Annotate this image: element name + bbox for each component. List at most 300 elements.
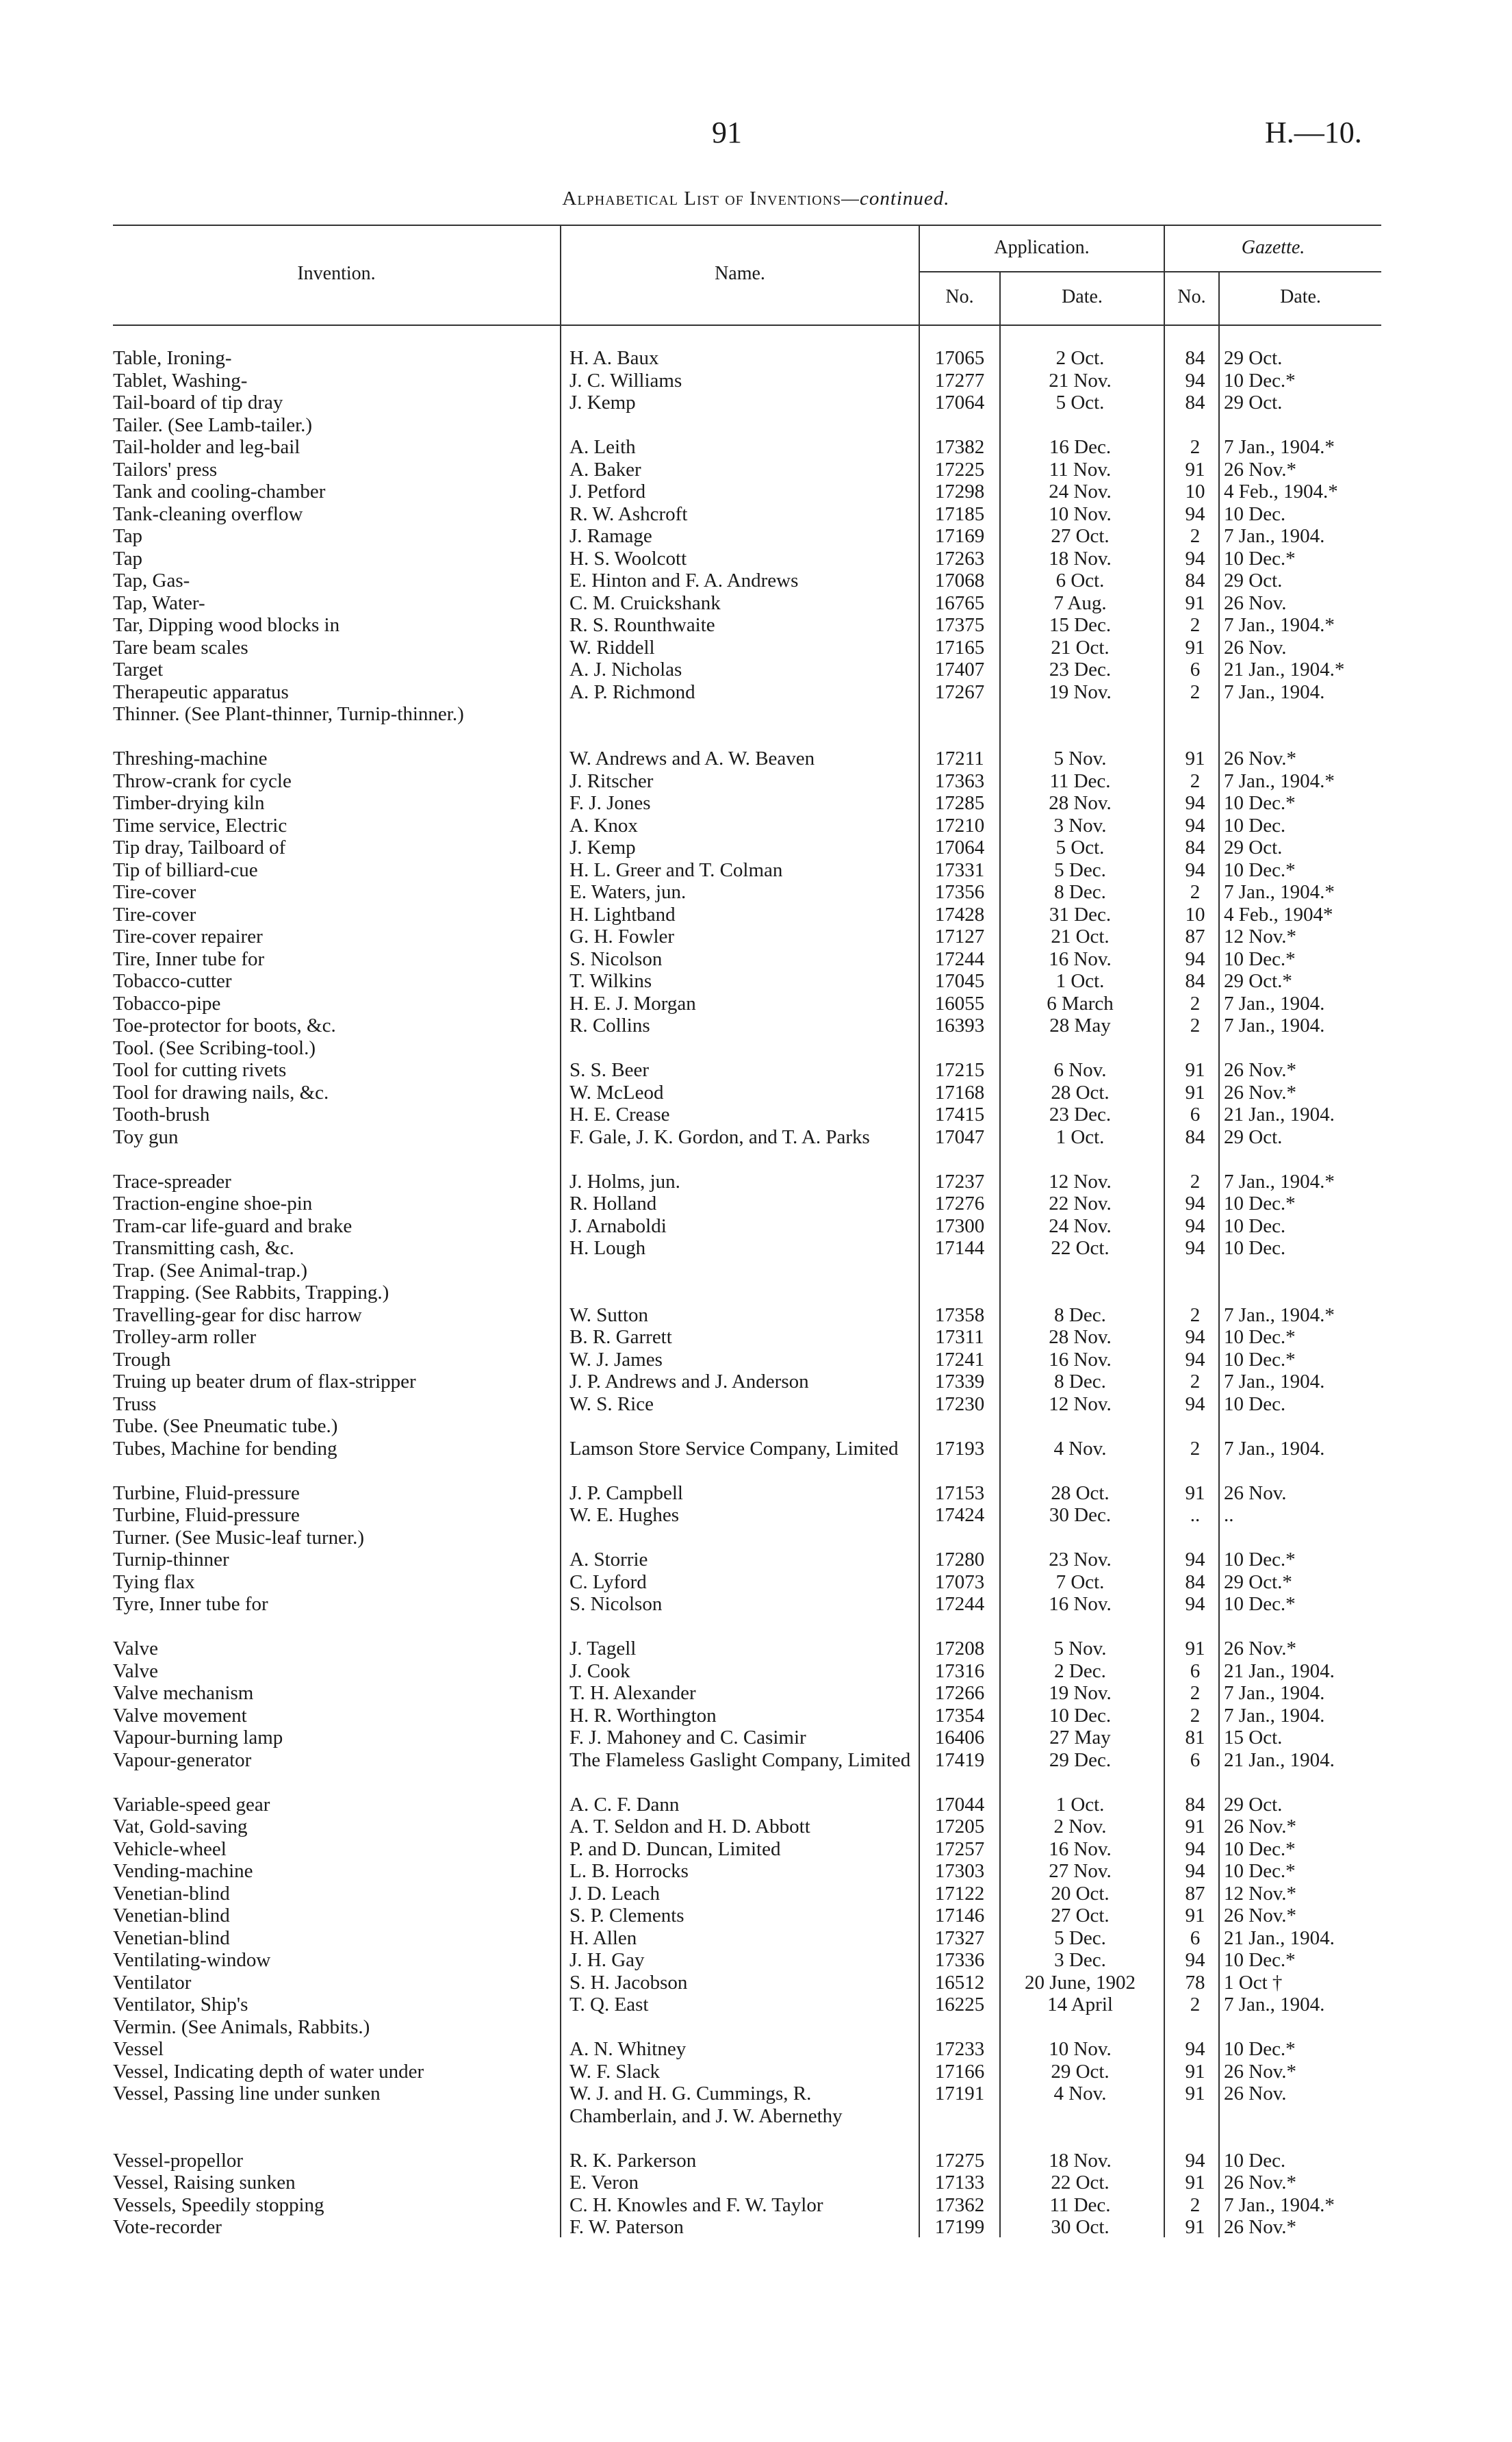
gazette-date-cell: ..	[1224, 1504, 1234, 1526]
invention-cell: Time service, Electric	[113, 814, 287, 837]
gazette-no-cell: 91	[1185, 1638, 1205, 1659]
name-cell: J. P. Campbell	[569, 1481, 683, 1504]
gazette-no-cell: 94	[1185, 1326, 1205, 1348]
invention-cell: Tire-cover repairer	[113, 926, 263, 947]
gazette-date-cell: 7 Jan., 1904.	[1224, 525, 1325, 547]
gazette-no-cell: 94	[1185, 2149, 1205, 2172]
header-gazette-label: Gazette.	[1241, 237, 1305, 258]
gazette-no-cell: 91	[1185, 1905, 1205, 1926]
gazette-date-cell: 29 Oct.	[1224, 1793, 1283, 1816]
gazette-no-cell: 6	[1190, 1748, 1201, 1771]
gazette-no-cell: 87	[1185, 1882, 1205, 1905]
application-no-cell: 17168	[934, 1081, 985, 1104]
gazette-date-cell: 7 Jan., 1904.*	[1224, 1303, 1335, 1326]
gazette-date-cell: 26 Nov.	[1224, 636, 1287, 659]
gazette-date-cell: 12 Nov.*	[1224, 1882, 1297, 1905]
name-cell: S. S. Beer	[569, 1059, 649, 1081]
header-gazette	[1165, 237, 1381, 259]
invention-cell: Turnip-thinner	[113, 1549, 229, 1570]
invention-cell: Tire-cover	[113, 903, 196, 926]
name-cell: S. Nicolson	[569, 1593, 663, 1615]
gazette-no-cell: 94	[1185, 1837, 1205, 1860]
invention-cell: Tool for drawing nails, &c.	[113, 1081, 329, 1104]
invention-cell: Ventilator, Ship's	[113, 1994, 248, 2015]
application-no-cell: 16055	[934, 992, 985, 1015]
gazette-date-cell: 26 Nov.*	[1224, 1059, 1297, 1081]
name-cell: S. P. Clements	[569, 1905, 684, 1926]
application-date-cell: 21 Nov.	[1049, 369, 1112, 392]
application-date-cell: 2 Dec.	[1054, 1659, 1106, 1682]
application-no-cell: 17354	[934, 1704, 985, 1727]
application-date-cell: 22 Oct.	[1051, 2172, 1110, 2193]
application-no-cell: 17133	[934, 2172, 985, 2193]
gazette-date-cell: 7 Jan., 1904.*	[1224, 770, 1335, 792]
name-cell: A. Knox	[569, 814, 638, 837]
application-date-cell: 31 Dec.	[1049, 903, 1112, 926]
invention-cell: Venetian-blind	[113, 1905, 230, 1926]
invention-cell: Vessel	[113, 2038, 164, 2060]
application-date-cell: 16 Dec.	[1049, 436, 1112, 458]
application-date-cell: 1 Oct.	[1055, 1125, 1105, 1148]
gazette-no-cell: 84	[1185, 1793, 1205, 1816]
gazette-date-cell: 26 Nov.*	[1224, 2172, 1297, 2193]
application-date-cell: 3 Dec.	[1054, 1949, 1106, 1971]
invention-cell: Tool for cutting rivets	[113, 1059, 287, 1081]
gazette-no-cell: 84	[1185, 570, 1205, 592]
application-no-cell: 17237	[934, 1170, 985, 1193]
name-cell: T. H. Alexander	[569, 1682, 696, 1704]
gazette-date-cell: 29 Oct.	[1224, 570, 1283, 592]
name-cell: S. Nicolson	[569, 947, 663, 970]
gazette-date-cell: 7 Jan., 1904.*	[1224, 881, 1335, 903]
name-cell: A. J. Nicholas	[569, 659, 682, 681]
invention-cell: Valve mechanism	[113, 1682, 254, 1704]
application-date-cell: 16 Nov.	[1049, 1593, 1112, 1615]
application-no-cell: 17065	[934, 347, 985, 369]
gazette-no-cell: 84	[1185, 392, 1205, 414]
invention-cell: Tailors' press	[113, 458, 218, 481]
gazette-no-cell: 2	[1190, 1682, 1201, 1704]
gazette-no-cell: 94	[1185, 1593, 1205, 1615]
name-cell: J. H. Gay	[569, 1949, 645, 1971]
invention-cell: Truing up beater drum of flax-stripper	[113, 1371, 416, 1392]
gazette-date-cell: 10 Dec.*	[1224, 1860, 1296, 1882]
application-no-cell: 17316	[934, 1659, 985, 1682]
application-date-cell: 1 Oct.	[1055, 970, 1105, 992]
gazette-no-cell: 94	[1185, 858, 1205, 881]
application-no-cell: 17185	[934, 503, 985, 525]
gazette-date-cell: 7 Jan., 1904.	[1224, 681, 1325, 703]
application-no-cell: 17266	[934, 1682, 985, 1704]
gazette-date-cell: 29 Oct.	[1224, 1125, 1283, 1148]
name-cell: W. J. and H. G. Cummings, R. Chamberlain, and J. W. Abernethy	[569, 2083, 843, 2127]
application-date-cell: 18 Nov.	[1049, 2149, 1112, 2172]
gazette-date-cell: 10 Dec.	[1224, 1237, 1286, 1259]
gazette-date-cell: 29 Oct.*	[1224, 1570, 1292, 1593]
gazette-no-cell: 6	[1190, 1659, 1201, 1682]
application-no-cell: 17303	[934, 1860, 985, 1882]
gazette-date-cell: 29 Oct.*	[1224, 970, 1292, 992]
gazette-no-cell: 94	[1185, 814, 1205, 837]
name-cell: J. Cook	[569, 1659, 630, 1682]
application-no-cell: 17233	[934, 2038, 985, 2060]
application-date-cell: 22 Nov.	[1049, 1193, 1112, 1214]
invention-cell: Timber-drying kiln	[113, 792, 265, 814]
invention-cell: Tubes, Machine for bending	[113, 1437, 337, 1460]
application-no-cell: 17244	[934, 1593, 985, 1615]
invention-cell: Vessel, Passing line under sunken	[113, 2083, 381, 2104]
gazette-date-cell: 15 Oct.	[1224, 1727, 1283, 1748]
gazette-date-cell: 21 Jan., 1904.	[1224, 1659, 1335, 1682]
name-cell: H. Allen	[569, 1926, 637, 1949]
invention-cell: Tram-car life-guard and brake	[113, 1214, 353, 1237]
name-cell: R. K. Parkerson	[569, 2149, 697, 2172]
application-date-cell: 5 Oct.	[1055, 837, 1105, 858]
gazette-no-cell: 6	[1190, 1104, 1201, 1125]
invention-cell: Throw-crank for cycle	[113, 770, 292, 792]
application-no-cell: 17064	[934, 837, 985, 858]
list-title-continued: —continued.	[841, 188, 950, 209]
gazette-date-cell: 26 Nov.*	[1224, 1638, 1297, 1659]
gazette-no-cell: 91	[1185, 1081, 1205, 1104]
application-date-cell: 3 Nov.	[1053, 814, 1107, 837]
gazette-date-cell: 7 Jan., 1904.	[1224, 1015, 1325, 1036]
application-date-cell: 16 Nov.	[1049, 1348, 1112, 1371]
invention-cell: Variable-speed gear	[113, 1793, 270, 1816]
invention-cell: Table, Ironing-	[113, 347, 232, 369]
application-date-cell: 29 Dec.	[1049, 1748, 1112, 1771]
invention-cell: Therapeutic apparatus	[113, 681, 289, 703]
gazette-no-cell: 2	[1190, 681, 1201, 703]
name-cell: C. M. Cruickshank	[569, 592, 721, 614]
column-divider-gazette-date	[1218, 271, 1220, 2237]
gazette-date-cell: 29 Oct.	[1224, 347, 1283, 369]
invention-cell: Valve	[113, 1659, 159, 1682]
application-no-cell: 17285	[934, 792, 985, 814]
name-cell: C. H. Knowles and F. W. Taylor	[569, 2193, 823, 2216]
application-no-cell: 17073	[934, 1570, 985, 1593]
name-cell: J. Arnaboldi	[569, 1214, 667, 1237]
gazette-date-cell: 10 Dec.*	[1224, 858, 1296, 881]
gazette-date-cell: 10 Dec.*	[1224, 2038, 1296, 2060]
gazette-date-cell: 26 Nov.	[1224, 592, 1287, 614]
gazette-no-cell: 91	[1185, 2083, 1205, 2104]
invention-cell: Ventilating-window	[113, 1949, 271, 1971]
invention-cell: Travelling-gear for disc harrow	[113, 1303, 362, 1326]
application-date-cell: 11 Dec.	[1049, 2193, 1111, 2216]
name-cell: H. Lough	[569, 1237, 646, 1259]
name-cell: E. Hinton and F. A. Andrews	[569, 570, 799, 592]
name-cell: G. H. Fowler	[569, 926, 675, 947]
application-no-cell: 17127	[934, 926, 985, 947]
gazette-date-cell: 10 Dec.*	[1224, 947, 1296, 970]
gazette-no-cell: 94	[1185, 1237, 1205, 1259]
name-cell: J. Kemp	[569, 837, 636, 858]
invention-cell: Tying flax	[113, 1570, 195, 1593]
gazette-date-cell: 10 Dec.*	[1224, 1949, 1296, 1971]
name-cell: W. McLeod	[569, 1081, 664, 1104]
gazette-date-cell: 26 Nov.	[1224, 2083, 1287, 2104]
name-cell: B. R. Garrett	[569, 1326, 672, 1348]
name-cell: H. S. Woolcott	[569, 547, 687, 570]
invention-cell: Vessel, Indicating depth of water under	[113, 2060, 424, 2083]
invention-cell: Tailer. (See Lamb-tailer.)	[113, 414, 313, 436]
invention-cell: Tip dray, Tailboard of	[113, 837, 286, 858]
column-divider-invention	[560, 225, 561, 2237]
name-cell: F. J. Mahoney and C. Casimir	[569, 1727, 806, 1748]
application-no-cell: 17047	[934, 1125, 985, 1148]
name-cell: W. Andrews and A. W. Beaven	[569, 748, 815, 770]
invention-cell: Tap	[113, 547, 143, 570]
gazette-date-cell: 10 Dec.	[1224, 503, 1286, 525]
invention-cell: Tap, Gas-	[113, 570, 190, 592]
page-number: 91	[712, 116, 742, 149]
application-no-cell: 17311	[935, 1326, 984, 1348]
gazette-date-cell: 29 Oct.	[1224, 837, 1283, 858]
invention-cell: Vat, Gold-saving	[113, 1816, 248, 1837]
invention-cell: Transmitting cash, &c.	[113, 1237, 294, 1259]
invention-cell: Tank-cleaning overflow	[113, 503, 303, 525]
gazette-date-cell: 4 Feb., 1904*	[1224, 903, 1333, 926]
invention-cell: Toy gun	[113, 1125, 179, 1148]
application-date-cell: 8 Dec.	[1054, 1303, 1106, 1326]
gazette-date-cell: 10 Dec.*	[1224, 792, 1296, 814]
gazette-date-cell: 21 Jan., 1904.*	[1224, 659, 1345, 681]
gazette-no-cell: 84	[1185, 970, 1205, 992]
gazette-no-cell: 6	[1190, 1926, 1201, 1949]
application-no-cell: 17415	[934, 1104, 985, 1125]
application-no-cell: 17166	[934, 2060, 985, 2083]
application-no-cell: 17275	[934, 2149, 985, 2172]
gazette-date-cell: 10 Dec.*	[1224, 547, 1296, 570]
application-date-cell: 28 Oct.	[1051, 1081, 1110, 1104]
invention-cell: Tire-cover	[113, 881, 196, 903]
gazette-no-cell: 91	[1185, 636, 1205, 659]
gazette-no-cell: 84	[1185, 837, 1205, 858]
application-no-cell: 17045	[934, 970, 985, 992]
application-date-cell: 2 Oct.	[1055, 347, 1105, 369]
application-date-cell: 21 Oct.	[1051, 926, 1110, 947]
gazette-no-cell: 87	[1185, 926, 1205, 947]
gazette-date-cell: 26 Nov.*	[1224, 1905, 1297, 1926]
gazette-no-cell: 94	[1185, 1214, 1205, 1237]
application-no-cell: 17300	[934, 1214, 985, 1237]
application-no-cell: 16225	[934, 1994, 985, 2015]
gazette-date-cell: 26 Nov.*	[1224, 1081, 1297, 1104]
invention-cell: Venetian-blind	[113, 1882, 230, 1905]
gazette-date-cell: 26 Nov.	[1224, 1481, 1287, 1504]
application-date-cell: 28 Nov.	[1049, 1326, 1112, 1348]
invention-cell: Tobacco-cutter	[113, 970, 232, 992]
application-no-cell: 17211	[935, 748, 984, 770]
name-cell: E. Waters, jun.	[569, 881, 687, 903]
invention-cell: Trolley-arm roller	[113, 1326, 257, 1348]
application-no-cell: 17199	[934, 2216, 985, 2238]
gazette-no-cell: 2	[1190, 436, 1201, 458]
application-no-cell: 17169	[934, 525, 985, 547]
invention-cell: Threshing-machine	[113, 748, 268, 770]
name-cell: H. R. Worthington	[569, 1704, 717, 1727]
application-date-cell: 19 Nov.	[1049, 681, 1112, 703]
invention-cell: Trough	[113, 1348, 171, 1371]
name-cell: S. H. Jacobson	[569, 1971, 688, 1994]
name-cell: W. Riddell	[569, 636, 655, 659]
application-date-cell: 28 May	[1049, 1015, 1111, 1036]
gazette-date-cell: 7 Jan., 1904.*	[1224, 2193, 1335, 2216]
application-date-cell: 24 Nov.	[1049, 1214, 1112, 1237]
gazette-no-cell: 91	[1185, 1816, 1205, 1837]
header-name: Name.	[715, 263, 765, 284]
header-gazette-no: No.	[1177, 286, 1206, 307]
application-no-cell: 16512	[934, 1971, 985, 1994]
gazette-date-cell: 7 Jan., 1904.	[1224, 1682, 1325, 1704]
application-no-cell: 17419	[934, 1748, 985, 1771]
application-no-cell: 17044	[934, 1793, 985, 1816]
invention-cell: Vessel-propellor	[113, 2149, 244, 2172]
name-cell: W. S. Rice	[569, 1392, 654, 1415]
application-no-cell: 17165	[934, 636, 985, 659]
gazette-no-cell: 2	[1190, 770, 1201, 792]
invention-cell: Vending-machine	[113, 1860, 253, 1882]
name-cell: T. Q. East	[569, 1994, 649, 2015]
gazette-date-cell: 21 Jan., 1904.	[1224, 1926, 1335, 1949]
gazette-date-cell: 26 Nov.*	[1224, 1816, 1297, 1837]
gazette-date-cell: 26 Nov.*	[1224, 2060, 1297, 2083]
gazette-no-cell: 84	[1185, 347, 1205, 369]
invention-cell: Vessels, Speedily stopping	[113, 2193, 324, 2216]
gazette-date-cell: 12 Nov.*	[1224, 926, 1297, 947]
application-date-cell: 23 Dec.	[1049, 1104, 1112, 1125]
header-invention: Invention.	[297, 263, 376, 284]
application-date-cell: 6 Oct.	[1055, 570, 1105, 592]
application-no-cell: 17215	[934, 1059, 985, 1081]
name-cell: J. Tagell	[569, 1638, 637, 1659]
application-no-cell: 17356	[934, 881, 985, 903]
name-cell: J. Ramage	[569, 525, 652, 547]
application-date-cell: 5 Oct.	[1055, 392, 1105, 414]
application-date-cell: 6 Nov.	[1053, 1059, 1107, 1081]
name-cell: A. Baker	[569, 458, 641, 481]
gazette-date-cell: 26 Nov.*	[1224, 2216, 1297, 2238]
gazette-no-cell: 2	[1190, 1371, 1201, 1392]
gazette-no-cell: 94	[1185, 547, 1205, 570]
application-no-cell: 17257	[934, 1837, 985, 1860]
gazette-date-cell: 10 Dec.*	[1224, 1837, 1296, 1860]
application-no-cell: 17331	[934, 858, 985, 881]
invention-cell: Trace-spreader	[113, 1170, 231, 1193]
application-no-cell: 17193	[934, 1437, 985, 1460]
gazette-date-cell: 29 Oct.	[1224, 392, 1283, 414]
name-cell: J. Kemp	[569, 392, 636, 414]
application-date-cell: 5 Dec.	[1054, 1926, 1106, 1949]
name-cell: W. Sutton	[569, 1303, 648, 1326]
gazette-date-cell: 7 Jan., 1904.*	[1224, 614, 1335, 636]
application-date-cell: 11 Dec.	[1049, 770, 1111, 792]
gazette-no-cell: 2	[1190, 1303, 1201, 1326]
name-cell: H. E. Crease	[569, 1104, 670, 1125]
application-date-cell: 27 Nov.	[1049, 1860, 1112, 1882]
name-cell: J. D. Leach	[569, 1882, 661, 1905]
application-no-cell: 17122	[934, 1882, 985, 1905]
gazette-no-cell: 94	[1185, 947, 1205, 970]
gazette-subheader-rule	[1164, 271, 1381, 272]
gazette-no-cell: 94	[1185, 1348, 1205, 1371]
gazette-no-cell: 2	[1190, 1437, 1201, 1460]
application-date-cell: 4 Nov.	[1053, 1437, 1107, 1460]
gazette-no-cell: 78	[1185, 1971, 1205, 1994]
application-date-cell: 8 Dec.	[1054, 1371, 1106, 1392]
gazette-no-cell: 94	[1185, 2038, 1205, 2060]
name-cell: J. C. Williams	[569, 369, 682, 392]
gazette-date-cell: 7 Jan., 1904.	[1224, 1994, 1325, 2015]
gazette-no-cell: 84	[1185, 1125, 1205, 1148]
application-no-cell: 17276	[934, 1193, 985, 1214]
gazette-date-cell: 1 Oct †	[1224, 1971, 1283, 1994]
application-no-cell: 17336	[934, 1949, 985, 1971]
application-date-cell: 22 Oct.	[1051, 1237, 1110, 1259]
header-gazette-date: Date.	[1280, 286, 1321, 307]
invention-cell: Tail-holder and leg-bail	[113, 436, 300, 458]
gazette-no-cell: 91	[1185, 2060, 1205, 2083]
application-no-cell: 17146	[934, 1905, 985, 1926]
name-cell: R. Holland	[569, 1193, 657, 1214]
application-no-cell: 17153	[934, 1481, 985, 1504]
application-no-cell: 17277	[934, 369, 985, 392]
invention-cell: Venetian-blind	[113, 1926, 230, 1949]
gazette-date-cell: 7 Jan., 1904.*	[1224, 436, 1335, 458]
name-cell: A. N. Whitney	[569, 2038, 687, 2060]
application-no-cell: 17208	[934, 1638, 985, 1659]
name-cell: J. Holms, jun.	[569, 1170, 680, 1193]
gazette-no-cell: 2	[1190, 1015, 1201, 1036]
application-no-cell: 16393	[934, 1015, 985, 1036]
application-date-cell: 15 Dec.	[1049, 614, 1112, 636]
name-cell: T. Wilkins	[569, 970, 652, 992]
invention-cell: Valve	[113, 1638, 159, 1659]
list-title	[0, 188, 1512, 210]
application-date-cell: 6 March	[1047, 992, 1114, 1015]
document-code: H.—10.	[1265, 116, 1362, 149]
application-no-cell: 17191	[934, 2083, 985, 2104]
application-no-cell: 17144	[934, 1237, 985, 1259]
application-no-cell: 17205	[934, 1816, 985, 1837]
gazette-no-cell: 94	[1185, 503, 1205, 525]
name-cell: F. Gale, J. K. Gordon, and T. A. Parks	[569, 1125, 870, 1148]
application-no-cell: 17327	[934, 1926, 985, 1949]
table-top-rule	[113, 225, 1381, 226]
application-no-cell: 17244	[934, 947, 985, 970]
invention-cell: Ventilator	[113, 1971, 192, 1994]
gazette-date-cell: 10 Dec.	[1224, 814, 1286, 837]
gazette-no-cell: 2	[1190, 881, 1201, 903]
application-date-cell: 21 Oct.	[1051, 636, 1110, 659]
application-date-cell: 23 Dec.	[1049, 659, 1112, 681]
invention-cell: Tooth-brush	[113, 1104, 210, 1125]
name-cell: J. P. Andrews and J. Anderson	[569, 1371, 809, 1392]
gazette-no-cell: ..	[1190, 1504, 1201, 1526]
application-no-cell: 17263	[934, 547, 985, 570]
invention-cell: Truss	[113, 1392, 157, 1415]
gazette-no-cell: 94	[1185, 1193, 1205, 1214]
application-date-cell: 7 Oct.	[1055, 1570, 1105, 1593]
gazette-date-cell: 7 Jan., 1904.	[1224, 1371, 1325, 1392]
application-date-cell: 27 May	[1049, 1727, 1111, 1748]
name-cell: H. A. Baux	[569, 347, 659, 369]
name-cell: L. B. Horrocks	[569, 1860, 689, 1882]
application-no-cell: 17382	[934, 436, 985, 458]
gazette-no-cell: 2	[1190, 1994, 1201, 2015]
application-date-cell: 16 Nov.	[1049, 1837, 1112, 1860]
